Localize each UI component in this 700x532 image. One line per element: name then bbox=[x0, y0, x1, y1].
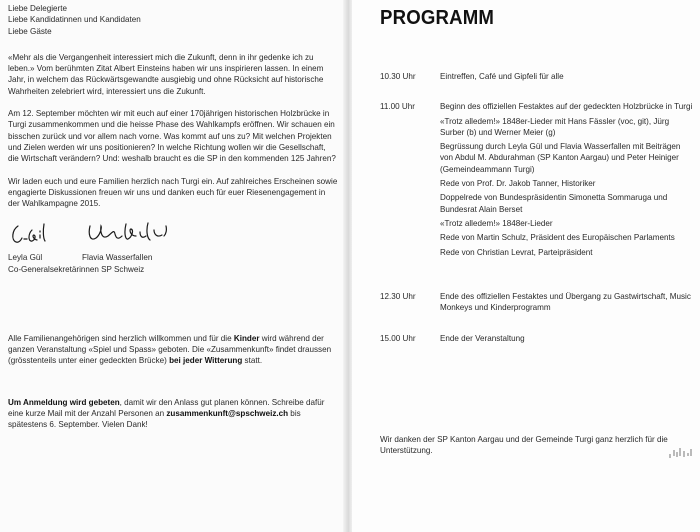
schedule-entries bbox=[440, 291, 694, 317]
schedule-row bbox=[380, 101, 694, 261]
family-bold-weather: bei jeder Witterung bbox=[169, 356, 243, 366]
greeting-line: Liebe Gäste bbox=[8, 26, 52, 36]
greeting-line: Liebe Kandidatinnen und Kandidaten bbox=[8, 15, 141, 25]
signup-text: bis spätestens 6. September. Vielen Dank! bbox=[8, 408, 301, 430]
signup-text: , damit wir den Anlass gut planen können. Schreibe dafür eine kurze Mail mit der Anzahl Personen an bbox=[8, 397, 325, 418]
schedule-entry: Ende des offiziellen Festaktes und Übergang zu Gastwirtschaft, Music Monkeys und Kinderprogramm bbox=[440, 291, 691, 313]
signature-flavia-wasserfallen bbox=[84, 220, 174, 248]
family-bold-kinder: Kinder bbox=[233, 333, 260, 343]
signature-leyla-gul bbox=[10, 220, 64, 248]
right-page bbox=[352, 0, 700, 532]
intro-paragraph: «Mehr als die Vergangenheit interessiert mich die Zukunft, denn in ihr gedenke ich zu leben.» Vom berühmten Zitat Albert Einsteins haben wir uns inspirieren lassen. In einem Jahr, in welchem das Rückwärtsgewandte ausgiebig und ohne Rücksicht auf historische Wahrheiten zelebriert wird, interessiert uns die Zukunft. bbox=[8, 52, 324, 96]
schedule-time: 12.30 Uhr bbox=[380, 291, 416, 301]
schedule-entry: Eintreffen, Café und Gipfeli für alle bbox=[440, 72, 564, 81]
schedule-entry: Rede von Christian Levrat, Parteipräsident bbox=[440, 247, 593, 257]
scan-marks bbox=[666, 444, 696, 460]
schedule-entry: Ende der Veranstaltung bbox=[440, 334, 525, 344]
family-text: Alle Familienangehörigen sind herzlich willkommen und für die bbox=[8, 333, 234, 343]
schedule-time: 10.30 Uhr bbox=[380, 72, 416, 81]
schedule-time: 15.00 Uhr bbox=[380, 334, 416, 344]
signup-bold-heading: Um Anmeldung wird gebeten bbox=[8, 397, 120, 407]
schedule-entry: Begrüssung durch Leyla Gül und Flavia Wasserfallen mit Beiträgen von Abdul M. Abdurahman (SP Kanton Aargau) und Peter Heiniger (Gemeindeammann Turgi) bbox=[440, 142, 681, 174]
signatures bbox=[8, 220, 338, 250]
signer-name: Leyla Gül bbox=[8, 253, 43, 263]
schedule-row bbox=[380, 71, 694, 85]
family-notice bbox=[8, 333, 338, 367]
schedule-time: 11.00 Uhr bbox=[380, 102, 415, 112]
family-text: wird während der ganzen Veranstaltung «Spiel und Spass» geboten. Die «Zusammenkunft» findet draussen (grösstenteils unter einer gedeckten Brücke) bbox=[8, 333, 332, 366]
signup-email: zusammenkunft@spschweiz.ch bbox=[166, 408, 289, 418]
program-schedule bbox=[380, 71, 694, 348]
thanks-note: Wir danken der SP Kanton Aargau und der Gemeinde Turgi ganz herzlich für die Unterstützung. bbox=[380, 435, 668, 456]
schedule-entries bbox=[440, 71, 694, 85]
signup-notice bbox=[8, 397, 338, 431]
family-text: statt. bbox=[242, 356, 263, 366]
signer-names bbox=[8, 252, 338, 264]
schedule-entry: Rede von Martin Schulz, Präsident des Europäischen Parlaments bbox=[440, 233, 675, 243]
schedule-entry: Doppelrede von Bundespräsidentin Simonetta Sommaruga und Bundesrat Alain Berset bbox=[440, 193, 668, 214]
schedule-entry: «Trotz alledem!» 1848er-Lieder mit Hans Fässler (voc, git), Jürg Surber (b) und Werner Meier (g) bbox=[440, 116, 670, 137]
schedule-entry: Beginn des offiziellen Festaktes auf der gedeckten Holzbrücke in Turgi bbox=[440, 102, 693, 112]
signer-role: Co-Generalsekretärinnen SP Schweiz bbox=[8, 265, 145, 275]
greetings bbox=[8, 3, 338, 37]
schedule-entries bbox=[440, 333, 694, 347]
schedule-entries bbox=[440, 101, 694, 261]
schedule-row bbox=[380, 291, 694, 317]
program-title: PROGRAMM bbox=[380, 7, 495, 29]
greeting-line: Liebe Delegierte bbox=[8, 4, 67, 13]
event-paragraph: Am 12. September möchten wir mit euch auf einer 170jährigen historischen Holzbrücke in Turgi zusammenkommen und die heisse Phase des Wahlkampfs eröffnen. Wir schauen ein bisschen zurück und vor allem nach vorne. Was kommt auf uns zu? Mit welchen Projekten und Zielen werden wir uns positionieren? In welche Richtung wollen wir die Gesellschaft, die Wirtschaft verändern? Und: weshalb braucht es die SP in den kommenden 125 Jahren? bbox=[8, 109, 336, 164]
signer-name: Flavia Wasserfallen bbox=[82, 253, 153, 263]
schedule-row bbox=[380, 333, 694, 347]
invitation-paragraph: Wir laden euch und eure Familien herzlich nach Turgi ein. Auf zahlreiches Erscheinen sowie engagierte Diskussionen freuen wir uns und danken euch für euer Riesenengagement in der Wahlkampagne 2015. bbox=[8, 176, 338, 209]
schedule-entry: «Trotz alledem!» 1848er-Lieder bbox=[440, 218, 553, 228]
schedule-entry: Rede von Prof. Dr. Jakob Tanner, Historiker bbox=[440, 179, 596, 189]
